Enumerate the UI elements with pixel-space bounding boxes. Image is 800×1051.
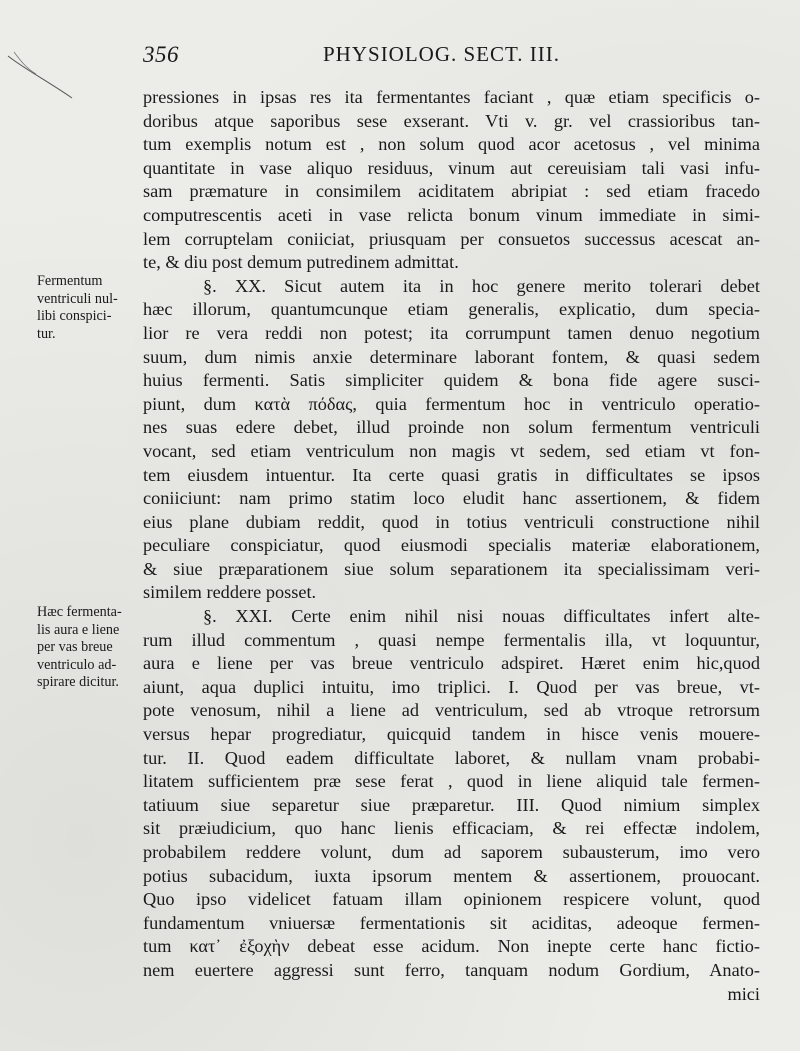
text-line: piunt, dum κατὰ πόδας, quia fermentum hoc in ventriculo operatio- [143,393,760,414]
text-line: nem euertere aggressi sunt ferro, tanquam nodum Gordium, Anato- [143,959,760,980]
text-line: lem corruptelam coniiciat, priusquam per consuetos successus acescat an- [143,228,760,249]
margin-note-line: ventriculi nul- [37,290,118,307]
text-line: tem eiusdem intuentur. Ita certe quasi gratis in difficultates se ipsos [143,464,760,485]
text-line: potius subacidum, iuxta ipsorum mentem & assertionem, prouocant. [143,865,760,886]
page-number: 356 [143,42,179,67]
text-line: computrescentis aceti in vase relicta bonum vinum immediate in simi- [143,204,760,225]
text-line: pressiones in ipsas res ita fermentantes faciant , quæ etiam specificis o- [143,87,760,107]
margin-note-aura [37,604,147,692]
catchword: mici [727,983,760,1004]
text-line: tum κατ᾽ ἐξοχὴν debeat esse acidum. Non inepte certe hanc fictio- [143,936,760,957]
text-line: probabilem reddere volunt, dum ad saporem subausterum, imo vero [143,842,760,862]
text-line: suum, dum nimis anxie determinare laborant fontem, & quasi sedem [143,346,760,367]
section-heading-xx: §. XX. Sicut autem ita in hoc genere merito tolerari debet [203,275,760,296]
page-header [143,40,760,70]
text-line: tur. II. Quod eadem difficultate laboret, & nullam vnam probabi- [143,747,760,768]
text-line: pote venosum, nihil a liene ad ventriculum, sed ab vtroque retrorsum [143,700,760,721]
margin-note-line: ventriculo ad- [37,656,117,673]
text-line: huius fermenti. Satis simpliciter quidem & bona fide agere susci- [143,370,760,391]
margin-note-line: libi conspici- [37,308,112,324]
margin-note-line: lis aura e liene [37,621,120,638]
text-line: tum exemplis notum est , non solum quod acor acetosus , vel minima [143,134,760,155]
text-line: nes suas edere debet, illud proinde non solum fermentum ventriculi [143,417,760,438]
text-line: doribus atque saporibus sese exserant. Vti v. gr. vel crassioribus tan- [143,110,760,131]
text-line: & siue præparationem siue solum separationem ita specialissimam veri- [143,558,760,579]
text-line: quantitate in vase aliquo residuus, vinum aut cereuisiam tali vasi infu- [143,157,760,178]
section-heading-xxi: §. XXI. Certe enim nihil nisi nouas difficultates infert alte- [203,606,760,627]
pen-stroke-mark [6,50,76,105]
text-line: aiunt, aqua duplici intuitu, imo triplici. I. Quod per vas breue, vt- [143,676,760,697]
text-line: aura e liene per vas breue ventriculo adspiret. Hæret enim hic,quod [143,653,760,674]
text-line: lior re vera reddi non potest; ita corrumpunt tamen denuo negotium [143,322,760,343]
margin-note-line: tur. [37,325,56,342]
text-line: tatiuum siue separetur siue præparetur. III. Quod nimium simplex [143,794,760,815]
margin-note-line: Hæc fermenta- [37,604,122,620]
text-line: peculiare conspiciatur, quod eiusmodi specialis materiæ elaborationem, [143,535,760,556]
text-line: coniiciunt: nam primo statim loco eludit hanc assertionem, & fidem [143,488,760,509]
margin-note-line: spirare dicitur. [37,674,119,690]
text-line: sit præiudicium, quo hanc lienis efficaciam, & rei effectæ indolem, [143,818,760,839]
main-text-column [143,86,760,1006]
text-line: versus hepar progrediatur, quicquid tandem in hisce venis mouere- [143,724,760,745]
text-line: Quo ipso videlicet fatuam illam opinionem respicere volunt, quod [143,889,760,910]
margin-note-fermentum [37,273,147,343]
text-line: similem reddere posset. [143,582,317,603]
text-line: rum illud commentum , quasi nempe fermentalis illa, vt loquuntur, [143,629,760,650]
text-line: litatem sufficientem præ sese ferat , quod in liene aliquid tale fermen- [143,771,760,792]
running-head: PHYSIOLOG. SECT. III. [323,42,561,66]
text-line: eius plane dubiam reddit, quod in totius ventriculi constructione nihil [143,511,760,532]
text-line: fundamentum vniuersæ fermentationis sit aciditas, adeoque fermen- [143,912,760,933]
text-line: hæc illorum, quantumcunque etiam generalis, explicatio, dum specia- [143,299,760,320]
text-line: sam præmature in consimilem aciditatem abripiat : sed etiam fracedo [143,181,760,202]
text-line: te, & diu post demum putredinem admittat. [143,252,459,273]
margin-note-line: per vas breue [37,639,113,655]
margin-note-line: Fermentum [37,273,103,289]
text-line: vocant, sed etiam ventriculum non magis vt sedem, sed etiam vt fon- [143,440,760,461]
